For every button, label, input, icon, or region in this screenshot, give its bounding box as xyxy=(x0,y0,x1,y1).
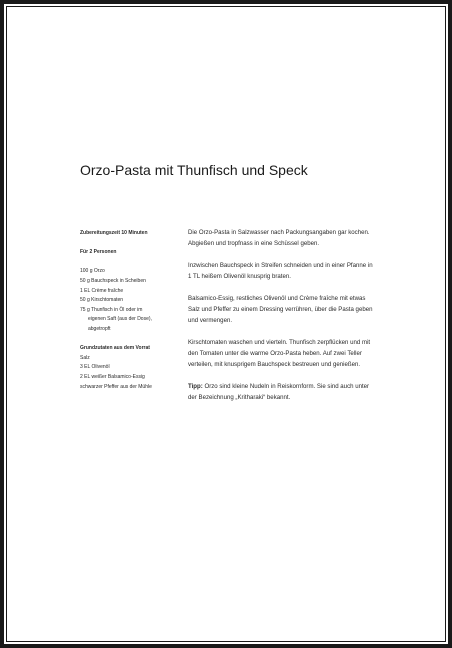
ingredient-item: eigenen Saft (aus der Dose), xyxy=(88,316,152,323)
tip-paragraph xyxy=(188,381,374,403)
tip-text: Orzo sind kleine Nudeln in Reiskornform. Sie sind auch unter der Bezeichnung „Kritharaki“ bekannt. xyxy=(188,383,370,401)
pantry-item: schwarzer Pfeffer aus der Mühle xyxy=(80,383,152,390)
ingredients-column xyxy=(80,229,175,392)
step-paragraph: Balsamico-Essig, restliches Olivenöl und Crème fraîche mit etwas Salz und Pfeffer zu einem Dressing verrühren, über die Pasta geben und vermengen. xyxy=(188,295,373,324)
pantry-item: Salz xyxy=(80,354,90,361)
recipe-title: Orzo-Pasta mit Thunfisch und Speck xyxy=(80,162,308,178)
pantry-item: 3 EL Olivenöl xyxy=(80,364,110,371)
ingredient-item: 1 EL Crème fraîche xyxy=(80,287,124,294)
ingredient-item: abgetropft xyxy=(88,325,111,332)
pantry-heading: Grundzutaten aus dem Vorrat xyxy=(80,345,150,352)
prep-time: Zubereitungszeit 10 Minuten xyxy=(80,230,148,236)
step-paragraph: Die Orzo-Pasta in Salzwasser nach Packungsangaben gar kochen. Abgießen und tropfnass in eine Schüssel geben. xyxy=(188,229,370,247)
spacer xyxy=(80,258,175,268)
servings: Für 2 Personen xyxy=(80,249,117,256)
ingredient-item: 100 g Orzo xyxy=(80,268,105,275)
instructions-column xyxy=(188,227,374,414)
spacer xyxy=(80,335,175,345)
ingredient-item: 50 g Kirschtomaten xyxy=(80,297,124,304)
tip-label: Tipp: xyxy=(188,383,203,390)
ingredient-item: 50 g Bauchspeck in Scheiben xyxy=(80,277,146,284)
step-paragraph: Inzwischen Bauchspeck in Streifen schneiden und in einer Pfanne in 1 TL heißem Olivenöl knusprig braten. xyxy=(188,262,373,280)
spacer xyxy=(80,239,175,249)
step-paragraph: Kirschtomaten waschen und vierteln. Thunfisch zerpflücken und mit den Tomaten unter die warme Orzo-Pasta heben. Auf zwei Teller verteilen, mit knusprigem Bauchspeck bestreuen und genießen. xyxy=(188,339,371,368)
pantry-item: 2 EL weißer Balsamico-Essig xyxy=(80,373,145,380)
ingredient-item: 75 g Thunfisch in Öl oder im xyxy=(80,306,143,313)
